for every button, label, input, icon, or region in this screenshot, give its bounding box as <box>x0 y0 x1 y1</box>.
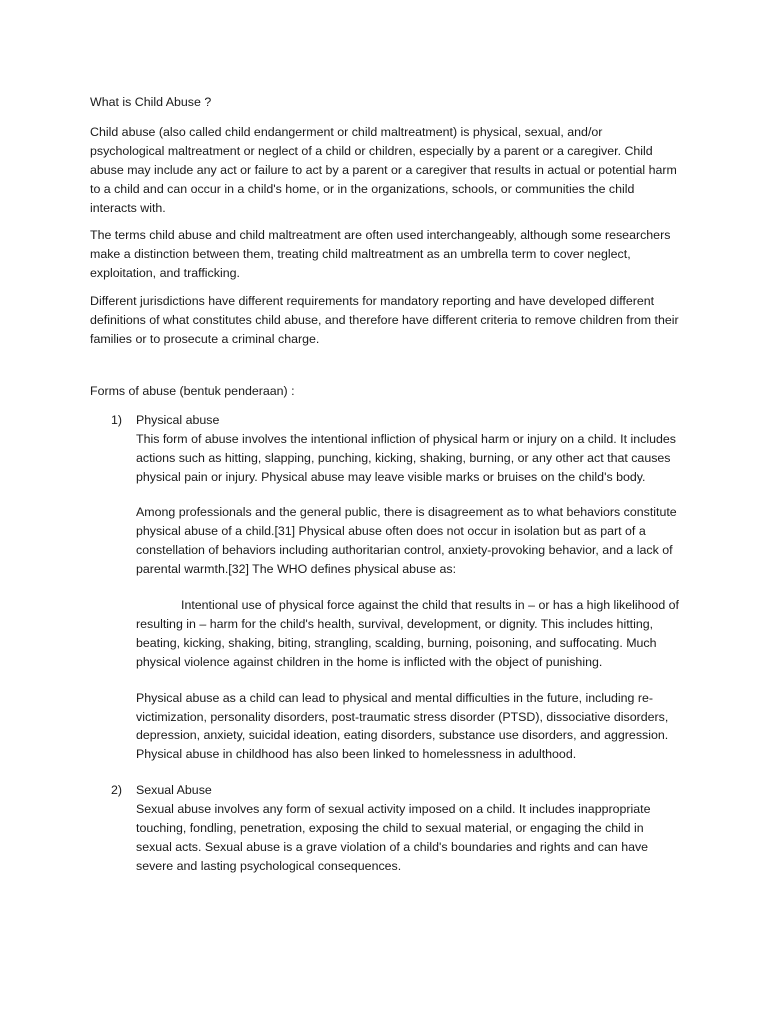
document-content <box>90 93 680 893</box>
intro-paragraph: The terms child abuse and child maltreatment are often used interchangeably, although some researchers make a distinction between them, treating child maltreatment as an umbrella term to cover neglect, exploitation, and trafficking. <box>90 228 671 281</box>
intro-paragraph: Child abuse (also called child endangerment or child maltreatment) is physical, sexual, and/or psychological maltreatment or neglect of a child or children, especially by a parent or a caregiver. Child abuse may include any act or failure to act by a parent or a caregiver that results in actual or potential harm to a child and can occur in a child's home, or in the organizations, schools, or communities the child interacts with. <box>90 124 677 215</box>
intro-paragraph: Different jurisdictions have different requirements for mandatory reporting and have developed different definitions of what constitutes child abuse, and therefore have different criteria to remove children from their families or to prosecute a criminal charge. <box>90 294 679 346</box>
list-item-paragraph: Among professionals and the general public, there is disagreement as to what behaviors constitute physical abuse of a child.[31] Physical abuse often does not occur in isolation but as part of a constellation of behaviors including authoritarian control, anxiety-provoking behavior, and a lack of parental warmth.[32] The WHO defines physical abuse as: <box>136 505 677 577</box>
forms-heading: Forms of abuse (bentuk penderaan) : <box>90 383 295 398</box>
list-item-physical-abuse <box>90 411 680 765</box>
list-item-paragraph: This form of abuse involves the intentional infliction of physical harm or injury on a child. It includes actions such as hitting, slapping, punching, kicking, shaking, burning, or any other act that causes physical pain or injury. Physical abuse may leave visible marks or bruises on the child's body. <box>136 431 676 484</box>
list-marker: 1) <box>111 412 123 427</box>
document-title: What is Child Abuse ? <box>90 95 212 109</box>
who-definition-quote: Intentional use of physical force against the child that results in – or has a high likelihood of resulting in – harm for the child's health, survival, development, or dignity. This includes hitting, beating, kicking, shaking, biting, strangling, scalding, burning, poisoning, and suffocating. Much physical violence against children in the home is inflicted with the object of punishing. <box>136 598 679 669</box>
list-item-paragraph: Physical abuse as a child can lead to physical and mental difficulties in the future, including re-victimization, personality disorders, post-traumatic stress disorder (PTSD), dissociative disorders, depression, anxiety, suicidal ideation, eating disorders, substance use disorders, and aggression. Physical abuse in childhood has also been linked to homelessness in adulthood. <box>136 690 669 762</box>
list-item-sexual-abuse <box>90 781 680 876</box>
list-item-title: Physical abuse <box>136 412 220 427</box>
list-item-paragraph: Sexual abuse involves any form of sexual activity imposed on a child. It includes inappropriate touching, fondling, penetration, exposing the child to sexual material, or engaging the child in sexual acts. Sexual abuse is a grave violation of a child's boundaries and rights and can have severe and lasting psychological consequences. <box>136 802 651 873</box>
list-item-title: Sexual Abuse <box>136 783 212 798</box>
list-marker: 2) <box>111 783 123 798</box>
